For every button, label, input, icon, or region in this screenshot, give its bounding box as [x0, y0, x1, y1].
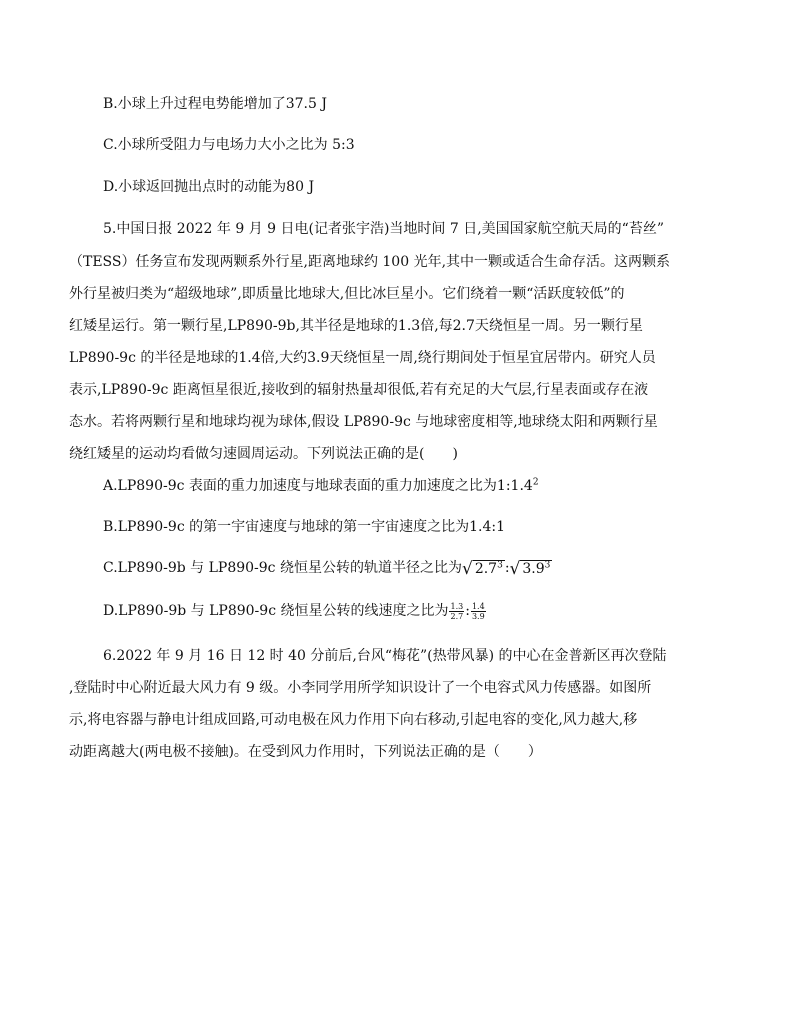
q5-option-c-radicand-1: 2.7 — [474, 560, 498, 577]
q5-option-a — [103, 476, 539, 496]
q5-line-7: 态水。若将两颗行星和地球均视为球体,假设 LP890-9c 与地球密度相等,地球绕太阳和两颗行星 — [69, 414, 658, 430]
q5-line-2: （TESS）任务宣布发现两颗系外行星,距离地球约 100 光年,其中一颗或适合生命存活。这两颗系 — [69, 254, 671, 270]
q5-option-d-text: D.LP890-9b 与 LP890-9c 绕恒星公转的线速度之比为 — [103, 603, 449, 619]
q5-option-d-separator: : — [465, 603, 470, 619]
q5-option-c-radicand-2: 3.9 — [522, 560, 545, 577]
q5-line-3: 外行星被归类为“超级地球”,即质量比地球大,但比冰巨星小。它们绕着一颗“活跃度较低”的 — [69, 286, 625, 302]
q6-line-1: 6.2022 年 9 月 16 日 12 时 40 分前后,台风“梅花”(热带风暴) 的中心在金普新区再次登陆 — [103, 648, 667, 664]
q5-option-b: B.LP890-9c 的第一宇宙速度与地球的第一宇宙速度之比为1.4:1 — [103, 519, 505, 535]
q5-line-5: LP890-9c 的半径是地球的1.4倍,大约3.9天绕恒星一周,绕行期间处于恒星宜居带内。研究人员 — [69, 350, 656, 366]
q5-option-c — [103, 558, 552, 578]
q5-option-c-exp-2: 3 — [544, 559, 551, 570]
q5-option-d-fraction-1: $\frac{1.3}{2.7}$ — [450, 601, 464, 621]
q5-option-c-sqrt-2: √ $3.9^3$ — [509, 558, 551, 579]
q6-line-3: 示,将电容器与静电计组成回路,可动电极在风力作用下向右移动,引起电容的变化,风力越大,移 — [69, 712, 638, 728]
q5-option-c-separator: : — [504, 560, 510, 576]
q5-option-d — [103, 601, 487, 621]
q4-option-d: D.小球返回抛出点时的动能为80 J — [103, 179, 315, 195]
q5-option-d-fraction-2: $\frac{1.4}{3.9}$ — [471, 601, 485, 621]
q4-option-b: B.小球上升过程电势能增加了37.5 J — [103, 96, 327, 112]
q5-option-a-text: A.LP890-9c 表面的重力加速度与地球表面的重力加速度之比为1:1.4 — [103, 478, 533, 494]
q5-option-c-exp-1: 3 — [497, 559, 503, 570]
q5-option-a-exponent: 2 — [532, 477, 539, 488]
q5-option-c-sqrt-1: √ $2.7^3$ — [461, 558, 503, 579]
q6-line-4: 动距离越大(两电极不接触)。在受到风力作用时，下列说法正确的是（ ） — [69, 744, 542, 760]
q5-line-1: 5.中国日报 2022 年 9 月 9 日电(记者张宇浩)当地时间 7 日,美国国家航空航天局的“苔丝” — [103, 221, 664, 237]
q5-line-6: 表示,LP890-9c 距离恒星很近,接收到的辐射热量却很低,若有充足的大气层,行星表面或存在液 — [69, 382, 649, 398]
q5-option-c-text: C.LP890-9b 与 LP890-9c 绕恒星公转的轨道半径之比为 — [103, 560, 462, 576]
q4-option-c: C.小球所受阻力与电场力大小之比为 5:3 — [103, 137, 355, 153]
q5-line-8: 绕红矮星的运动均看做匀速圆周运动。下列说法正确的是( ) — [69, 446, 458, 462]
q5-line-4: 红矮星运行。第一颗行星,LP890-9b,其半径是地球的1.3倍,每2.7天绕恒星一周。另一颗行星 — [69, 318, 643, 334]
q6-line-2: ,登陆时中心附近最大风力有 9 级。小李同学用所学知识设计了一个电容式风力传感器。如图所 — [69, 680, 652, 696]
